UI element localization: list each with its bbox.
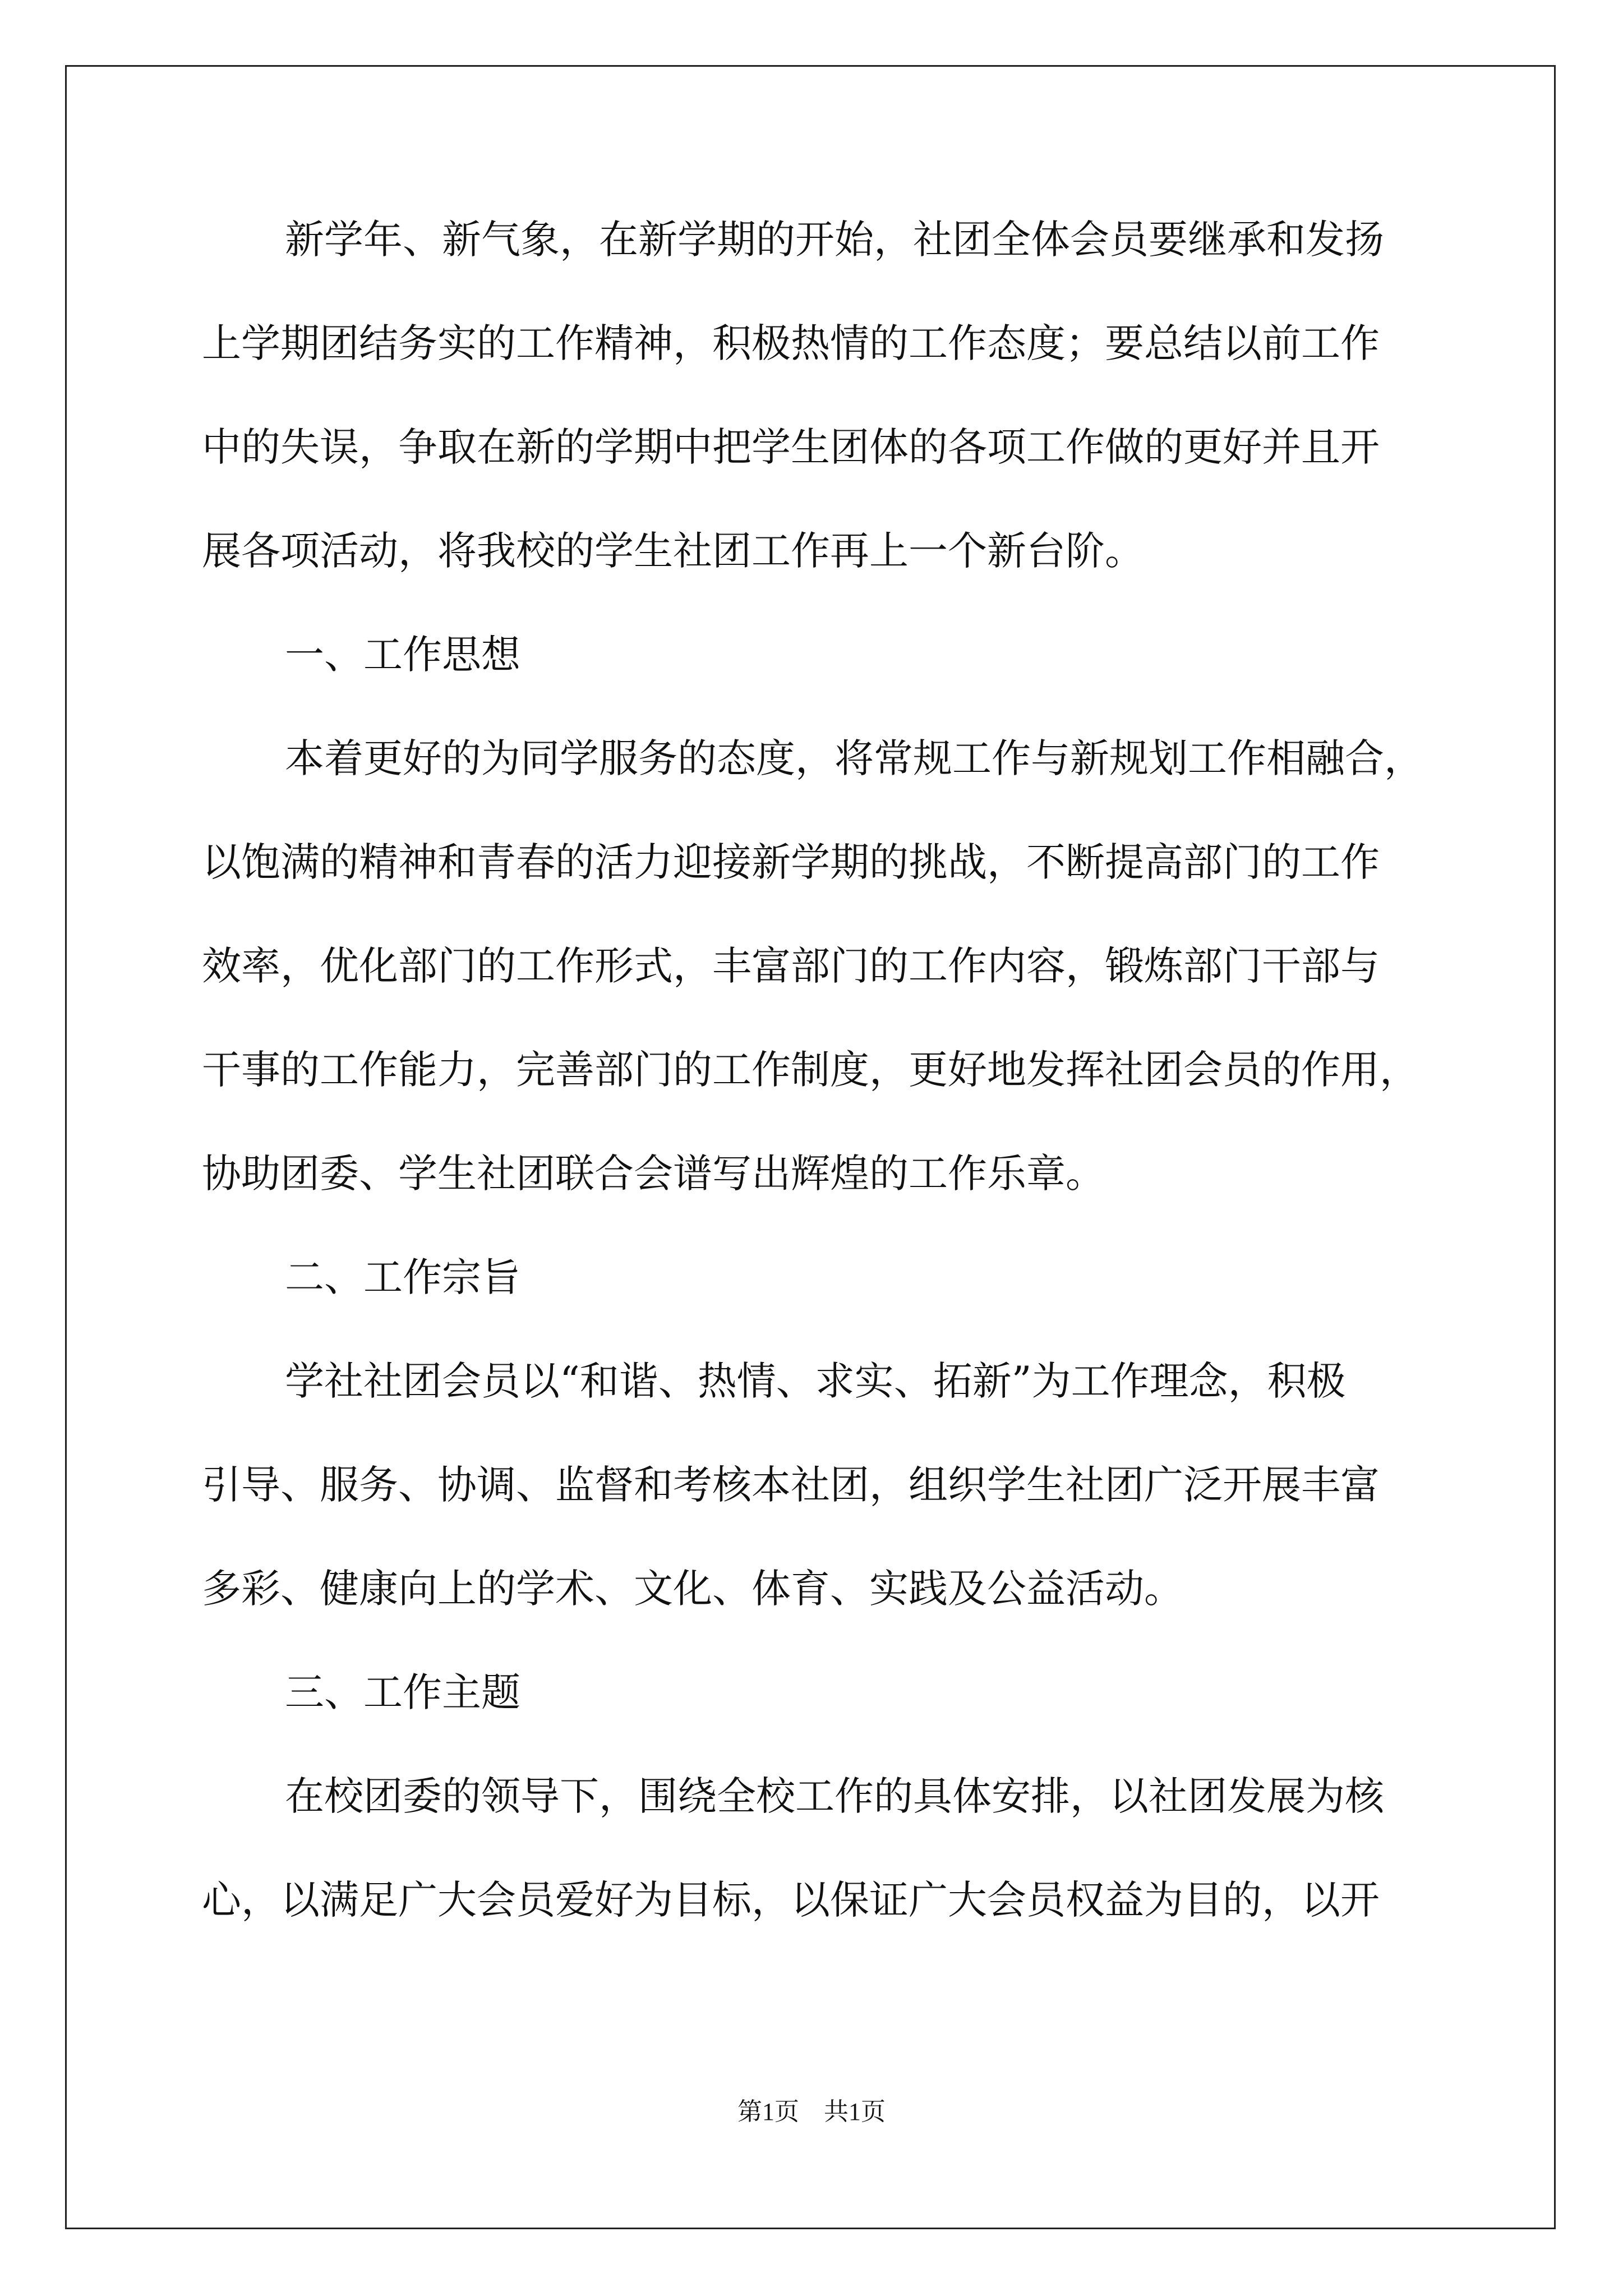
paragraph-intro-line: 中的失误，争取在新的学期中把学生团体的各项工作做的更好并且开 [202,424,1380,470]
section-heading-work-theme: 三、工作主题 [285,1669,520,1715]
paragraph-work-theme-line: 心，以满足广大会员爱好为目标，以保证广大会员权益为目的，以开 [202,1877,1380,1923]
paragraph-intro-line: 展各项活动，将我校的学生社团工作再上一个新台阶。 [202,528,1144,574]
paragraph-work-thought-line: 本着更好的为同学服务的态度，将常规工作与新规划工作相融合， [285,735,1423,781]
paragraph-work-theme-line: 在校团委的领导下，围绕全校工作的具体安排，以社团发展为核 [285,1773,1384,1819]
section-heading-work-thought: 一、工作思想 [285,632,520,678]
section-heading-work-purpose: 二、工作宗旨 [285,1254,520,1300]
document-body [202,217,1436,1984]
page-number-footer: 第1页 共1页 [737,2098,886,2125]
paragraph-work-purpose-line: 多彩、健康向上的学术、文化、体育、实践及公益活动。 [202,1566,1183,1612]
paragraph-work-thought-line: 效率，优化部门的工作形式，丰富部门的工作内容，锻炼部门干部与 [202,943,1380,989]
paragraph-intro-line: 上学期团结务实的工作精神，积极热情的工作态度；要总结以前工作 [202,320,1380,366]
paragraph-work-purpose-line: 学社社团会员以“和谐、热情、求实、拓新”为工作理念，积极 [285,1358,1346,1404]
paragraph-work-thought-line: 以饱满的精神和青春的活力迎接新学期的挑战，不断提高部门的工作 [202,839,1380,885]
paragraph-work-thought-line: 协助团委、学生社团联合会谱写出辉煌的工作乐章。 [202,1151,1105,1197]
paragraph-work-purpose-line: 引导、服务、协调、监督和考核本社团，组织学生社团广泛开展丰富 [202,1462,1380,1508]
paragraph-intro-line: 新学年、新气象，在新学期的开始，社团全体会员要继承和发扬 [285,217,1384,263]
paragraph-work-thought-line: 干事的工作能力，完善部门的工作制度，更好地发挥社团会员的作用， [202,1047,1419,1093]
